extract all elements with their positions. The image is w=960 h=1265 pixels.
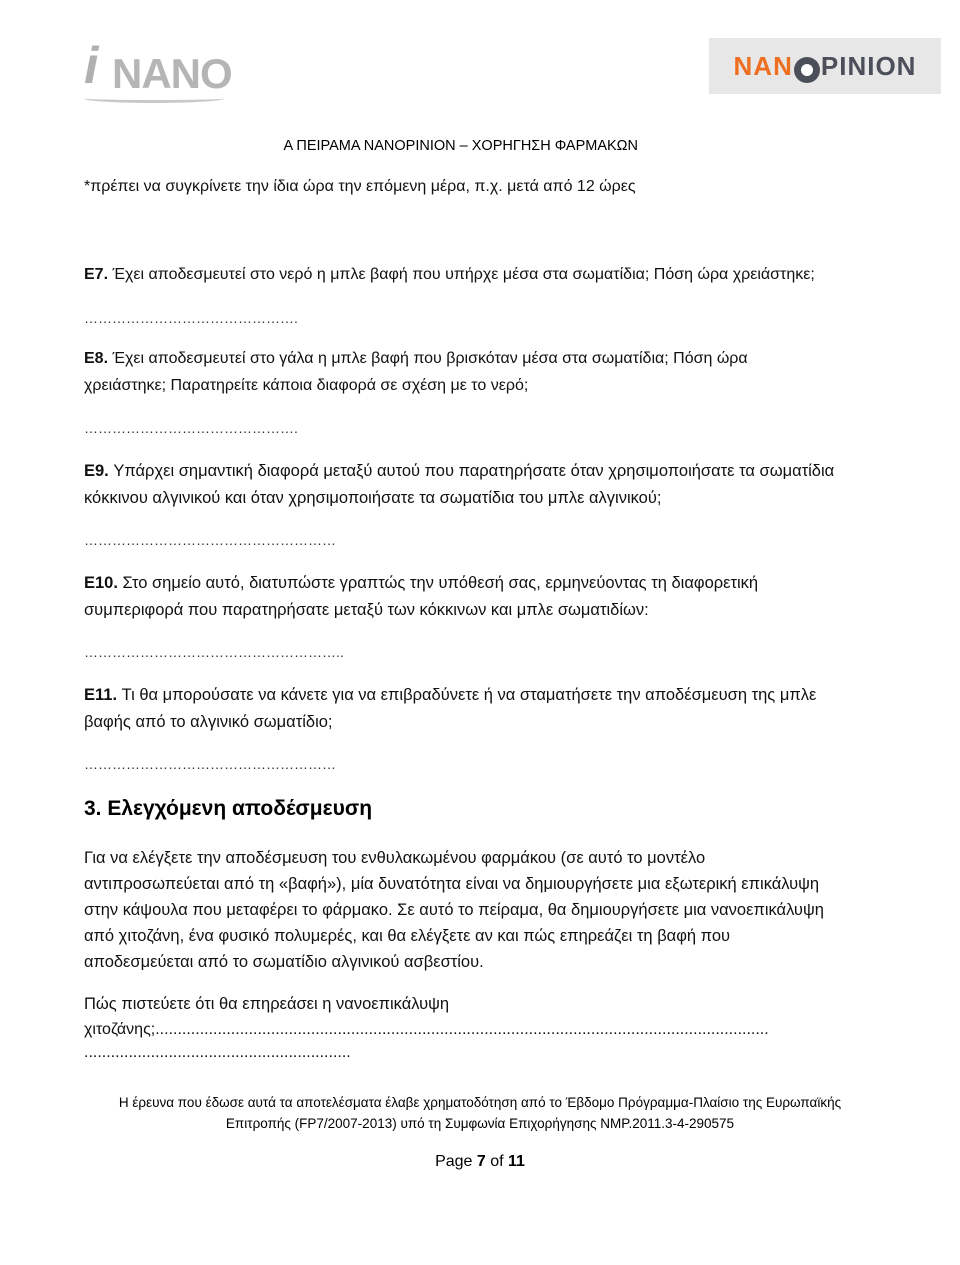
question-e9-line1: Υπάρχει σημαντική διαφορά μεταξύ αυτού που παρατηρήσατε όταν χρησιμοποιήσατε τα σωματίδια	[108, 462, 835, 480]
question-e8	[84, 349, 748, 369]
intro-note: *πρέπει να συγκρίνετε την ίδια ώρα την επόμενη μέρα, π.χ. μετά από 12 ώρες	[84, 178, 636, 195]
question-e9	[84, 461, 834, 481]
section-heading: 3. Ελεγχόμενη αποδέσμευση	[84, 797, 373, 820]
section-paragraph-line: αντιπροσωπεύεται από τη «βαφή»), μία δυνατότητα είναι να δημιουργήσετε μια εξωτερική επικάλυψη	[84, 875, 820, 893]
inano-logo-text: NANO	[112, 50, 232, 97]
question-e8-line1: Έχει αποδεσμευτεί στο γάλα η μπλε βαφή που βρισκόταν μέσα στα σωματίδια; Πόση ώρα	[108, 350, 748, 367]
question-e7-text: Έχει αποδεσμευτεί στο νερό η μπλε βαφή που υπήρχε μέσα στα σωματίδια; Πόση ώρα χρειάστηκε;	[108, 266, 815, 283]
footer-note-line1: Η έρευνα που έδωσε αυτά τα αποτελέσματα έλαβε χρηματοδότηση από το Έβδομο Πρόγραμμα-Πλαίσιο της Ευρωπαϊκής	[118, 1095, 842, 1110]
section-paragraph-line: αποδεσμεύεται από το σωματίδιο αλγινικού ασβεστίου.	[84, 953, 484, 971]
answer-blank-e7: ……………………………………….	[84, 310, 298, 326]
inano-logo-swoosh	[84, 94, 224, 103]
question-e11-line2: βαφής από το αλγινικό σωματίδιο;	[84, 713, 333, 731]
footer-note	[0, 1092, 960, 1134]
nanopinion-logo-o-icon	[794, 57, 820, 83]
section-question-line1: Πώς πιστεύετε ότι θα επηρεάσει η νανοεπικάλυψη	[84, 995, 450, 1013]
section-paragraph-line: στην κάψουλα που μεταφέρει το φάρμακο. Σε αυτό το πείραμα, θα δημιουργήσετε μια νανοεπικάλυψη	[84, 901, 824, 919]
question-e9-label: E9.	[84, 462, 109, 480]
nanopinion-logo	[709, 38, 941, 94]
page-header-title: Α ΠΕΙΡΑΜΑ NANOPINION – ΧΟΡΗΓΗΣΗ ΦΑΡΜΑΚΩΝ	[283, 138, 638, 154]
nanopinion-logo-part2: PINION	[820, 50, 917, 81]
section-paragraph-line: Για να ελέγξετε την αποδέσμευση του ενθυλακωμένου φαρμάκου (σε αυτό το μοντέλο	[84, 849, 706, 867]
question-e10	[84, 573, 758, 593]
section-question-line3: ............................................................	[84, 1044, 351, 1061]
answer-blank-e9: ………………………………………………	[84, 532, 336, 548]
question-e8-label: E8.	[84, 350, 109, 367]
nanopinion-logo-part1: NAN	[733, 50, 793, 81]
question-e11	[84, 685, 816, 705]
footer-note-line2: Επιτροπής (FP7/2007-2013) υπό τη Συμφωνία Επιχορήγησης NMP.2011.3-4-290575	[225, 1116, 735, 1131]
answer-blank-e10: ………………………………………………..	[84, 644, 344, 660]
inano-logo-letter: i	[84, 37, 99, 95]
inano-logo	[84, 36, 244, 102]
page-number-total: 11	[508, 1153, 525, 1170]
question-e10-line1: Στο σημείο αυτό, διατυπώστε γραπτώς την υπόθεσή σας, ερμηνεύοντας τη διαφορετική	[117, 574, 759, 592]
question-e11-line1: Τι θα μπορούσατε να κάνετε για να επιβραδύνετε ή να σταματήσετε την αποδέσμευση της μπλε	[117, 686, 817, 704]
question-e11-label: E11.	[84, 686, 118, 704]
answer-blank-e8: ……………………………………….	[84, 420, 298, 436]
question-e10-label: E10.	[84, 574, 118, 592]
question-e9-line2: κόκκινου αλγινικού και όταν χρησιμοποιήσατε τα σωματίδια του μπλε αλγινικού;	[84, 489, 662, 507]
page-number-current: 7	[476, 1153, 486, 1170]
answer-blank-e11: ………………………………………………	[84, 756, 336, 772]
question-e7-label: E7.	[84, 266, 109, 283]
question-e10-line2: συμπεριφορά που παρατηρήσατε μεταξύ των κόκκινων και μπλε σωματιδίων:	[84, 601, 649, 619]
section-paragraph-line: από χιτοζάνη, ένα φυσικό πολυμερές, και θα ελέγξετε αν και πώς επηρεάζει τη βαφή που	[84, 927, 731, 945]
question-e7	[84, 265, 815, 285]
page-number-prefix: Page	[435, 1153, 477, 1170]
page-number	[0, 1153, 960, 1171]
page-number-middle: of	[485, 1153, 509, 1170]
section-question-line2: χιτοζάνης;..........................................................................................................................................	[84, 1021, 769, 1038]
question-e8-line2: χρειάστηκε; Παρατηρείτε κάποια διαφορά σε σχέση με το νερό;	[84, 377, 529, 394]
